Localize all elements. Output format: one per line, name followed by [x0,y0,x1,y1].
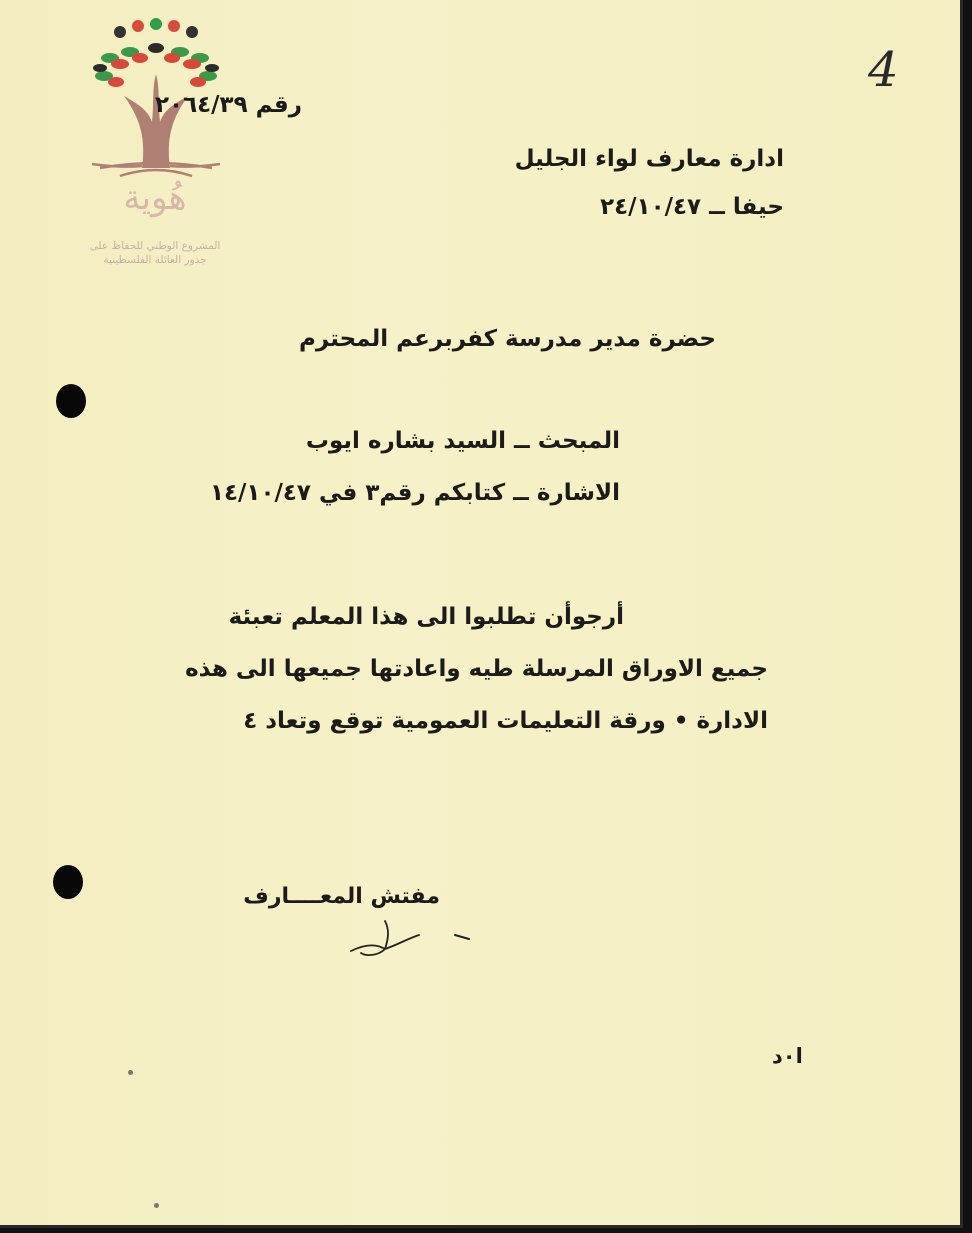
issuing-office: ادارة معارف لواء الجليل [514,146,784,172]
footer-initials: ا٠د [772,1044,803,1068]
punch-hole-bottom [53,865,83,899]
logo-tagline-2: جذور العائلة الفلسطينية [103,254,207,266]
punch-hole-top [56,384,86,418]
paper-speck [154,1203,159,1208]
logo-name: هُوية [123,178,187,218]
body-line-1: أرجوأن تطلبوا الى هذا المعلم تعبئة [228,604,624,630]
hawiya-logo [80,18,230,268]
body-line-3: الادارة • ورقة التعليمات العمومية توقع وتعاد ٤ [243,708,768,734]
subject-line: المبحث ــ السيد بشاره ايوب [305,428,620,454]
paper-speck [128,1070,133,1075]
reference-line: الاشارة ــ كتابكم رقم٣ في ١٤/١٠/٤٧ [209,480,620,506]
body-line-2: جميع الاوراق المرسلة طيه واعادتها جميعها الى هذه [185,656,768,682]
place-and-date: حيفا ــ ٢٤/١٠/٤٧ [600,194,784,220]
signature-title: مفتش المعــــارف [243,884,440,909]
logo-tagline-1: المشروع الوطني للحفاظ على [89,240,221,252]
handwritten-page-number: 4 [868,42,899,98]
addressee: حضرة مدير مدرسة كفربرعم المحترم [299,326,716,352]
reference-number: رقم ٢٠٦٤/٣٩ [155,92,302,118]
handwritten-signature [345,915,480,965]
